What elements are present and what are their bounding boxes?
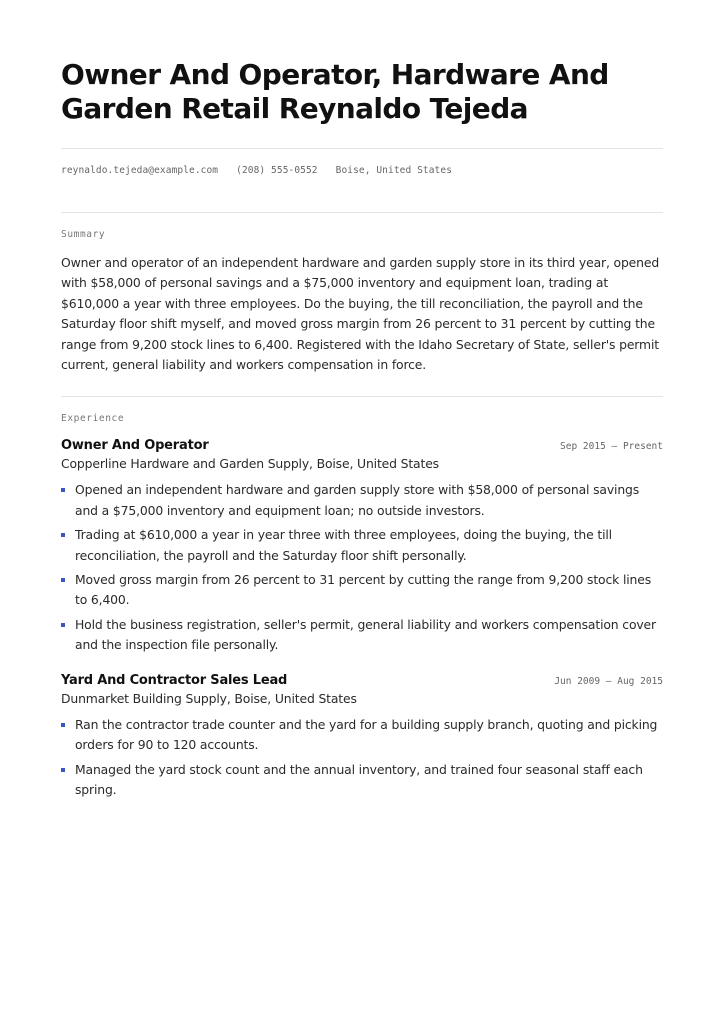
experience-heading: Experience bbox=[61, 413, 125, 425]
job-role: Yard And Contractor Sales Lead bbox=[61, 672, 288, 688]
list-item bbox=[61, 615, 663, 656]
bullet-square-icon bbox=[61, 623, 65, 627]
bullet-square-icon bbox=[61, 578, 65, 582]
job-bullets bbox=[61, 715, 663, 801]
bullet-text: Opened an independent hardware and garden supply store with $58,000 of personal savings and a $75,000 inventory and equipment loan; no outside investors. bbox=[75, 482, 640, 518]
job-bullets bbox=[61, 480, 663, 655]
bullet-square-icon bbox=[61, 488, 65, 492]
summary-heading: Summary bbox=[61, 229, 106, 240]
list-item bbox=[61, 570, 663, 611]
bullet-text: Ran the contractor trade counter and the yard for a building supply branch, quoting and picking orders for 90 to 120 accounts. bbox=[75, 716, 658, 753]
job-entry bbox=[61, 673, 663, 801]
job-organization: Dunmarket Building Supply, Boise, United States bbox=[61, 690, 357, 706]
job-dates: Jun 2009 — Aug 2015 bbox=[554, 675, 663, 687]
divider bbox=[61, 396, 663, 397]
job-header bbox=[61, 438, 663, 453]
list-item bbox=[61, 715, 663, 756]
bullet-text: Hold the business registration, seller's permit, general liability and workers compensation cover and the inspection file personally. bbox=[75, 616, 656, 653]
divider bbox=[61, 148, 663, 149]
bullet-square-icon bbox=[61, 533, 65, 537]
bullet-text: Trading at $610,000 a year in year three with three employees, doing the buying, the till reconciliation, the payroll and the Saturday floor shift personally. bbox=[75, 527, 612, 563]
bullet-text: Moved gross margin from 26 percent to 31 percent by cutting the range from 9,200 stock lines to 6,400. bbox=[75, 572, 652, 608]
contact-email[interactable]: reynaldo.tejeda@example.com bbox=[61, 165, 219, 176]
summary-text: Owner and operator of an independent hardware and garden supply store in its third year, opened with $58,000 of personal savings and a $75,000 inventory and equipment loan, trading at $610,000 a year with three employees. Do the buying, the till reconciliation, the payroll and the Saturday floor shift myself, and moved gross margin from 26 percent to 31 percent by cutting the range from 9,200 stock lines to 6,400. Registered with the Idaho Secretary of State, seller's permit current, general liability and workers compensation in force. bbox=[61, 255, 660, 373]
job-entry bbox=[61, 438, 663, 655]
contact-line bbox=[61, 165, 663, 176]
job-header bbox=[61, 673, 663, 688]
divider bbox=[61, 212, 663, 213]
list-item bbox=[61, 480, 663, 521]
job-organization: Copperline Hardware and Garden Supply, Boise, United States bbox=[61, 456, 439, 472]
job-role: Owner And Operator bbox=[61, 438, 209, 454]
list-item bbox=[61, 525, 663, 566]
bullet-square-icon bbox=[61, 723, 65, 727]
bullet-square-icon bbox=[61, 768, 65, 772]
page-title: Owner And Operator, Hardware And Garden Retail Reynaldo Tejeda bbox=[61, 58, 609, 125]
contact-phone[interactable]: (208) 555-0552 bbox=[236, 165, 318, 176]
bullet-text: Managed the yard stock count and the annual inventory, and trained four seasonal staff each spring. bbox=[75, 761, 643, 797]
job-dates: Sep 2015 — Present bbox=[560, 441, 663, 453]
list-item bbox=[61, 760, 663, 801]
contact-location: Boise, United States bbox=[335, 165, 453, 176]
